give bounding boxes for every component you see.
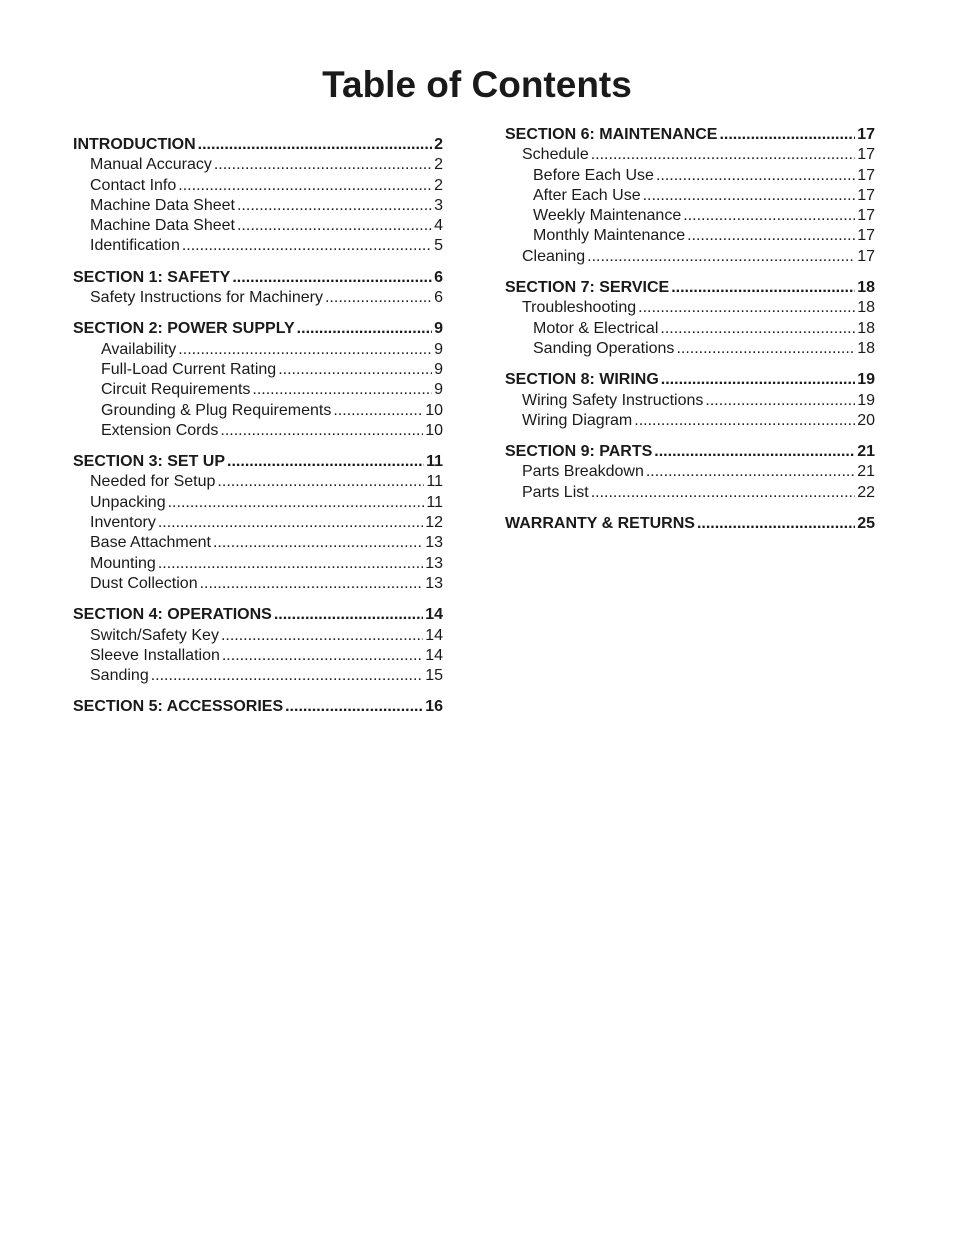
toc-entry-label: SECTION 3: SET UP [73, 453, 226, 471]
toc-page-number: 18 [857, 339, 875, 357]
toc-dot-leader [638, 298, 855, 318]
toc-page-number: 11 [426, 493, 443, 511]
toc-section-entry[interactable] [505, 514, 875, 534]
toc-subentry[interactable] [73, 666, 443, 686]
toc-page-number: 11 [426, 473, 443, 491]
toc-subentry[interactable] [505, 206, 875, 226]
toc-dot-leader [687, 226, 855, 246]
toc-entry-label: Machine Data Sheet [90, 217, 235, 235]
toc-dot-leader [200, 574, 424, 594]
toc-section-entry[interactable] [73, 135, 443, 155]
toc-subentry[interactable] [505, 483, 875, 503]
toc-entry-label: INTRODUCTION [73, 136, 196, 153]
toc-page-number: 21 [857, 443, 875, 461]
toc-page-number: 17 [857, 247, 875, 265]
toc-group [73, 319, 443, 441]
toc-page-number: 5 [434, 237, 443, 255]
toc-subentry[interactable] [73, 421, 443, 441]
toc-dot-leader [214, 155, 432, 175]
toc-group [505, 442, 875, 503]
toc-page-number: 10 [425, 401, 443, 419]
toc-page-number: 17 [857, 126, 875, 143]
toc-subentry[interactable] [505, 391, 875, 411]
toc-entry-label: Switch/Safety Key [90, 626, 219, 644]
toc-page-number: 20 [857, 411, 875, 429]
toc-dot-leader [227, 452, 424, 472]
toc-entry-label: Sleeve Installation [90, 646, 220, 664]
toc-section-entry[interactable] [73, 268, 443, 288]
toc-subentry[interactable] [73, 626, 443, 646]
toc-group [73, 135, 443, 257]
toc-section-entry[interactable] [73, 319, 443, 339]
toc-entry-label: Identification [90, 237, 180, 255]
toc-subentry[interactable] [73, 340, 443, 360]
toc-entry-label: Extension Cords [101, 421, 219, 439]
toc-entry-label: Base Attachment [90, 534, 211, 552]
toc-subentry[interactable] [73, 401, 443, 421]
toc-subentry[interactable] [73, 513, 443, 533]
toc-page-number: 13 [425, 554, 443, 572]
toc-page-number: 11 [426, 453, 443, 471]
toc-section-entry[interactable] [505, 278, 875, 298]
toc-subentry[interactable] [73, 216, 443, 236]
toc-dot-leader [158, 554, 423, 574]
toc-dot-leader [656, 166, 855, 186]
toc-subentry[interactable] [73, 155, 443, 175]
toc-entry-label: Before Each Use [533, 166, 654, 184]
toc-dot-leader [178, 340, 432, 360]
toc-subentry[interactable] [73, 493, 443, 513]
toc-entry-label: Cleaning [522, 247, 586, 265]
toc-group [73, 268, 443, 309]
toc-entry-label: Inventory [90, 514, 156, 532]
toc-page-number: 15 [425, 667, 443, 685]
toc-group [505, 125, 875, 267]
toc-entry-label: Grounding & Plug Requirements [101, 401, 332, 419]
toc-dot-leader [634, 411, 855, 431]
toc-subentry[interactable] [73, 236, 443, 256]
toc-page-number: 9 [434, 340, 443, 358]
toc-dot-leader [643, 186, 856, 206]
toc-entry-label: Contact Info [90, 176, 177, 194]
toc-dot-leader [221, 626, 423, 646]
toc-entry-label: Troubleshooting [522, 299, 637, 317]
toc-subentry[interactable] [505, 298, 875, 318]
toc-subentry[interactable] [505, 226, 875, 246]
toc-subentry[interactable] [505, 339, 875, 359]
toc-dot-leader [719, 125, 855, 145]
toc-page-number: 14 [425, 646, 443, 664]
toc-subentry[interactable] [505, 166, 875, 186]
toc-page-number: 9 [434, 381, 443, 399]
toc-dot-leader [671, 278, 855, 298]
toc-entry-label: Full-Load Current Rating [101, 360, 277, 378]
toc-entry-label: WARRANTY & RETURNS [505, 515, 695, 533]
toc-dot-leader [168, 493, 425, 513]
toc-dot-leader [274, 605, 423, 625]
toc-subentry[interactable] [505, 462, 875, 482]
toc-page-number: 6 [434, 268, 443, 286]
toc-subentry[interactable] [73, 176, 443, 196]
toc-subentry[interactable] [73, 380, 443, 400]
toc-column-left [73, 135, 443, 729]
toc-entry-label: Weekly Maintenance [533, 207, 682, 225]
toc-subentry[interactable] [73, 646, 443, 666]
toc-page-number: 2 [434, 136, 443, 153]
toc-group [73, 605, 443, 686]
toc-subentry[interactable] [73, 288, 443, 308]
toc-dot-leader [661, 370, 855, 390]
toc-subentry[interactable] [73, 533, 443, 553]
toc-subentry[interactable] [73, 472, 443, 492]
toc-entry-label: Needed for Setup [90, 473, 216, 491]
toc-dot-leader [217, 472, 424, 492]
toc-entry-label: Dust Collection [90, 574, 198, 592]
toc-group [73, 452, 443, 594]
toc-dot-leader [646, 462, 855, 482]
toc-page-number: 2 [434, 156, 443, 174]
toc-entry-label: Parts List [522, 483, 589, 501]
toc-entry-label: SECTION 4: OPERATIONS [73, 606, 272, 624]
toc-page-number: 17 [857, 186, 875, 204]
toc-dot-leader [333, 401, 423, 421]
toc-dot-leader [591, 145, 855, 165]
toc-page-number: 22 [857, 483, 875, 501]
toc-entry-label: Machine Data Sheet [90, 196, 235, 214]
toc-dot-leader [237, 196, 432, 216]
toc-entry-label: Sanding [90, 667, 149, 685]
toc-subentry[interactable] [505, 411, 875, 431]
toc-entry-label: Unpacking [90, 493, 166, 511]
toc-page-number: 19 [857, 371, 875, 389]
toc-page-number: 17 [857, 207, 875, 225]
toc-dot-leader [252, 380, 432, 400]
toc-dot-leader [660, 319, 855, 339]
toc-dot-leader [151, 666, 423, 686]
toc-dot-leader [222, 646, 423, 666]
toc-subentry[interactable] [73, 554, 443, 574]
toc-entry-label: Wiring Diagram [522, 411, 633, 429]
toc-entry-label: Manual Accuracy [90, 156, 212, 174]
toc-subentry[interactable] [505, 319, 875, 339]
toc-section-entry[interactable] [505, 370, 875, 390]
toc-dot-leader [178, 176, 432, 196]
toc-subentry[interactable] [505, 186, 875, 206]
toc-group [73, 697, 443, 717]
toc-entry-label: SECTION 1: SAFETY [73, 268, 231, 286]
toc-group [505, 370, 875, 431]
toc-section-entry[interactable] [505, 125, 875, 145]
toc-page-number: 14 [425, 606, 443, 624]
toc-page-number: 6 [434, 289, 443, 307]
toc-subentry[interactable] [505, 145, 875, 165]
toc-subentry[interactable] [73, 360, 443, 380]
toc-entry-label: SECTION 2: POWER SUPPLY [73, 320, 295, 338]
toc-dot-leader [213, 533, 423, 553]
page-title: Table of Contents [322, 64, 632, 105]
toc-entry-label: Motor & Electrical [533, 319, 659, 337]
toc-dot-leader [697, 514, 855, 534]
toc-entry-label: After Each Use [533, 186, 641, 204]
toc-dot-leader [705, 391, 855, 411]
toc-page-number: 13 [425, 574, 443, 592]
toc-dot-leader [676, 339, 855, 359]
toc-group [505, 278, 875, 359]
toc-page-number: 17 [857, 166, 875, 184]
toc-subentry[interactable] [73, 574, 443, 594]
toc-entry-label: SECTION 7: SERVICE [505, 279, 670, 297]
toc-dot-leader [591, 483, 856, 503]
toc-dot-leader [654, 442, 855, 462]
toc-entry-label: Wiring Safety Instructions [522, 391, 704, 409]
toc-dot-leader [297, 319, 432, 339]
toc-entry-label: Parts Breakdown [522, 463, 644, 481]
toc-page-number: 18 [857, 279, 875, 297]
toc-page-number: 9 [434, 320, 443, 338]
toc-entry-label: Availability [101, 340, 177, 358]
toc-page-number: 17 [857, 227, 875, 245]
toc-page-number: 25 [857, 515, 875, 533]
toc-subentry[interactable] [505, 247, 875, 267]
toc-dot-leader [237, 216, 432, 236]
toc-entry-label: Monthly Maintenance [533, 227, 686, 245]
toc-entry-label: SECTION 5: ACCESSORIES [73, 698, 284, 716]
toc-section-entry[interactable] [73, 452, 443, 472]
toc-page-number: 17 [857, 146, 875, 164]
toc-entry-label: SECTION 6: MAINTENANCE [505, 126, 718, 143]
toc-entry-label: Mounting [90, 554, 156, 572]
toc-dot-leader [587, 247, 855, 267]
toc-page-number: 3 [434, 196, 443, 214]
toc-dot-leader [220, 421, 423, 441]
toc-entry-label: Circuit Requirements [101, 381, 251, 399]
toc-dot-leader [278, 360, 432, 380]
toc-dot-leader [232, 268, 432, 288]
toc-dot-leader [325, 288, 432, 308]
toc-entry-label: Safety Instructions for Machinery [90, 289, 323, 307]
toc-page-number: 14 [425, 626, 443, 644]
toc-page-number: 10 [425, 421, 443, 439]
toc-subentry[interactable] [73, 196, 443, 216]
toc-dot-leader [285, 697, 423, 717]
toc-page-number: 16 [425, 698, 443, 716]
toc-page-number: 2 [434, 176, 443, 194]
toc-page-number: 12 [425, 514, 443, 532]
toc-dot-leader [158, 513, 423, 533]
toc-page-number: 21 [857, 463, 875, 481]
toc-page-number: 13 [425, 534, 443, 552]
toc-dot-leader [182, 236, 432, 256]
toc-section-entry[interactable] [505, 442, 875, 462]
toc-entry-label: SECTION 9: PARTS [505, 443, 653, 461]
toc-dot-leader [198, 135, 432, 155]
toc-group [505, 514, 875, 534]
toc-entry-label: Schedule [522, 146, 589, 164]
toc-page-number: 19 [857, 391, 875, 409]
toc-entry-label: SECTION 8: WIRING [505, 371, 659, 389]
toc-column-right [505, 125, 875, 545]
toc-page-number: 18 [857, 299, 875, 317]
toc-page-number: 18 [857, 319, 875, 337]
toc-section-entry[interactable] [73, 605, 443, 625]
toc-page-number: 4 [434, 217, 443, 235]
toc-dot-leader [683, 206, 855, 226]
toc-section-entry[interactable] [73, 697, 443, 717]
toc-entry-label: Sanding Operations [533, 339, 675, 357]
toc-page-number: 9 [434, 360, 443, 378]
